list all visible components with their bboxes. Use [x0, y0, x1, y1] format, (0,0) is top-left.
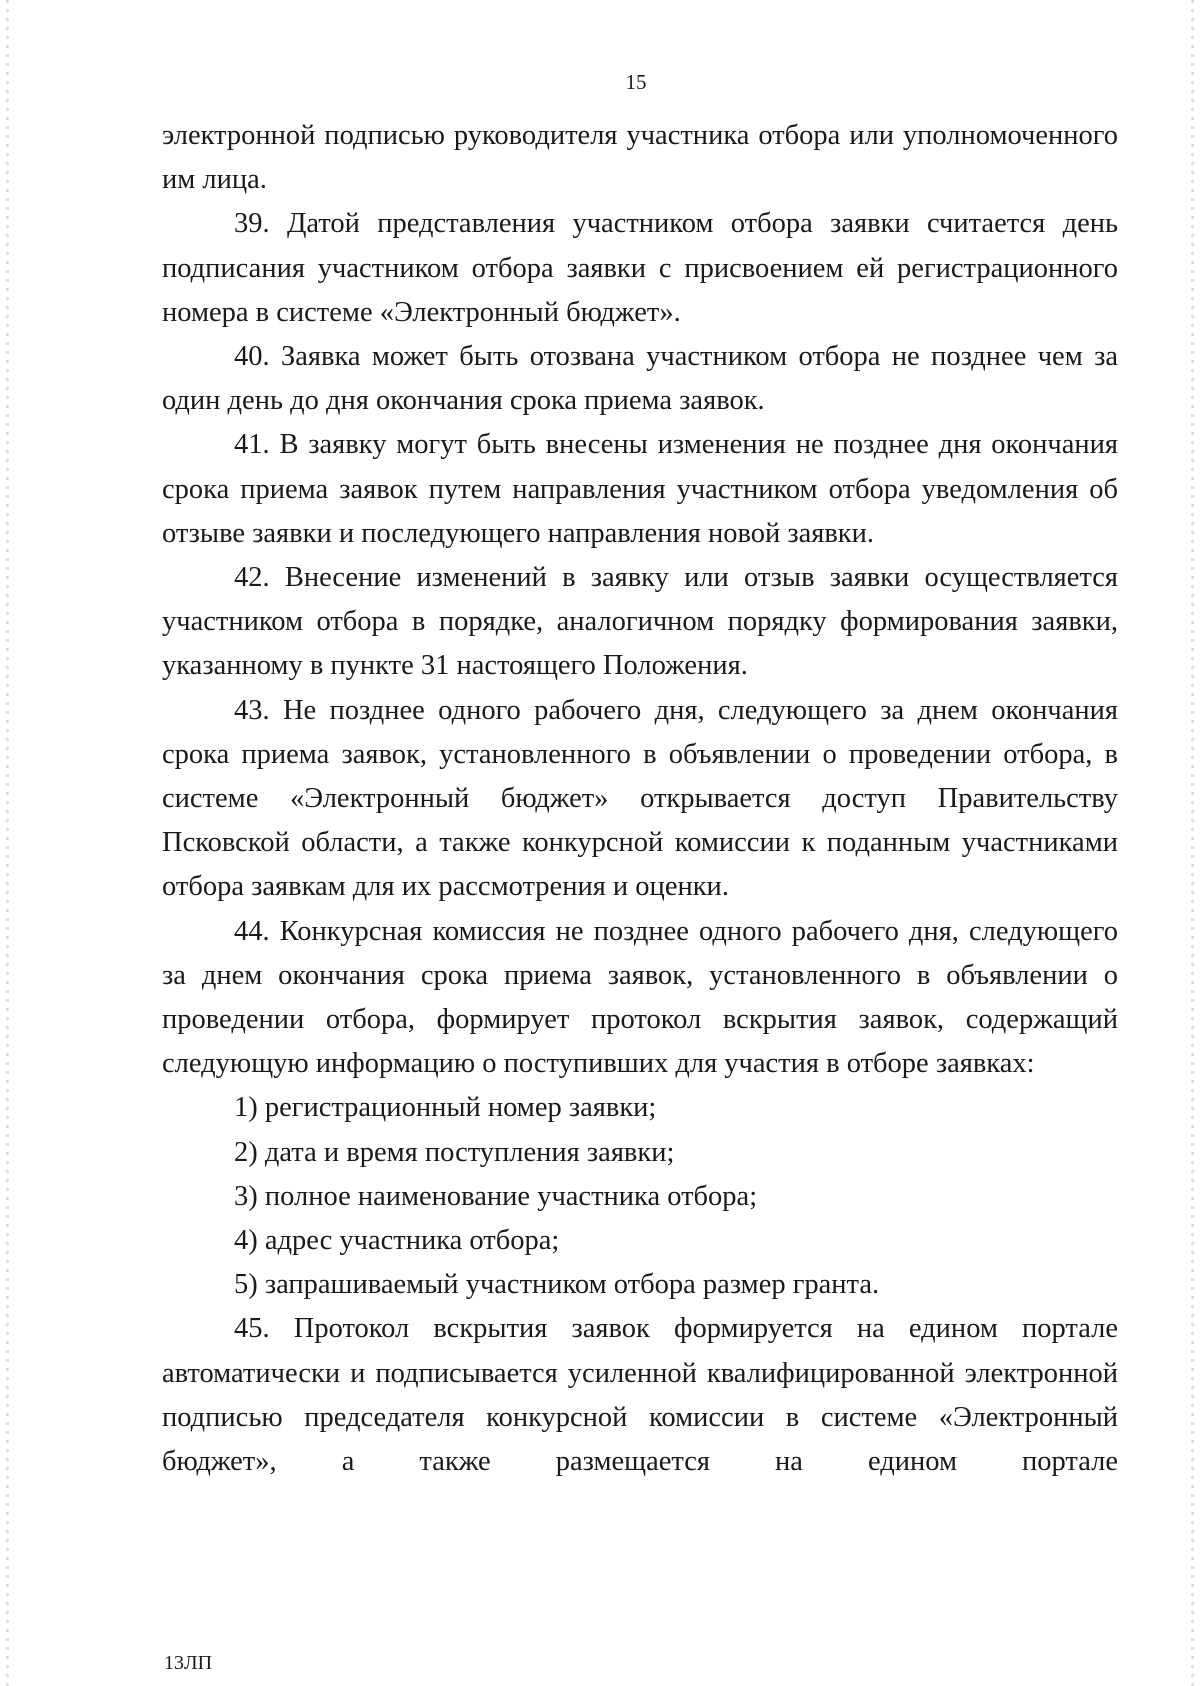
paragraph-45: 45. Протокол вскрытия заявок формируется на едином портале автоматически и подписывается усиленной квалифицированной электронной подписью председателя конкурсной комиссии в системе «Электронный бюджет», а также размещается на едином портале: [162, 1313, 1118, 1478]
footer-document-code: 13ЛП: [164, 1652, 213, 1674]
list-item-4: 4) адрес участника отбора;: [234, 1225, 560, 1257]
list-item-5: 5) запрашиваемый участником отбора размер гранта.: [234, 1269, 880, 1301]
list-item-3: 3) полное наименование участника отбора;: [234, 1180, 758, 1212]
paragraph-43: 43. Не позднее одного рабочего дня, следующего за днем окончания срока приема заявок, установленного в объявлении о проведении отбора, в системе «Электронный бюджет» открывается доступ Правительству Псковской области, а также конкурсной комиссии к поданным участниками отбора заявкам для их рассмотрения и оценки.: [162, 694, 1118, 903]
list-item-2: 2) дата и время поступления заявки;: [234, 1136, 675, 1168]
paragraph-continuation: электронной подписью руководителя участника отбора или уполномоченного им лица.: [162, 120, 1118, 196]
paragraph-40: 40. Заявка может быть отозвана участником отбора не позднее чем за один день до дня окончания срока приема заявок.: [162, 341, 1118, 417]
paragraph-42: 42. Внесение изменений в заявку или отзыв заявки осуществляется участником отбора в порядке, аналогичном порядку формирования заявки, указанному в пункте 31 настоящего Положения.: [162, 562, 1118, 682]
page-number: 15: [625, 70, 647, 94]
list-item-1: 1) регистрационный номер заявки;: [234, 1092, 657, 1124]
document-body: [162, 114, 1118, 1484]
scan-edge-right: [1191, 0, 1194, 1686]
scan-edge-left: [6, 0, 9, 1686]
paragraph-41: 41. В заявку могут быть внесены изменения не позднее дня окончания срока приема заявок путем направления участником отбора уведомления об отзыве заявки и последующего направления новой заявки.: [162, 429, 1118, 549]
paragraph-44: 44. Конкурсная комиссия не позднее одного рабочего дня, следующего за днем окончания срока приема заявок, установленного в объявлении о проведении отбора, формирует протокол вскрытия заявок, содержащий следующую информацию о поступивших для участия в отборе заявках:: [162, 915, 1118, 1080]
paragraph-39: 39. Датой представления участником отбора заявки считается день подписания участником отбора заявки с присвоением ей регистрационного номера в системе «Электронный бюджет».: [162, 208, 1118, 328]
